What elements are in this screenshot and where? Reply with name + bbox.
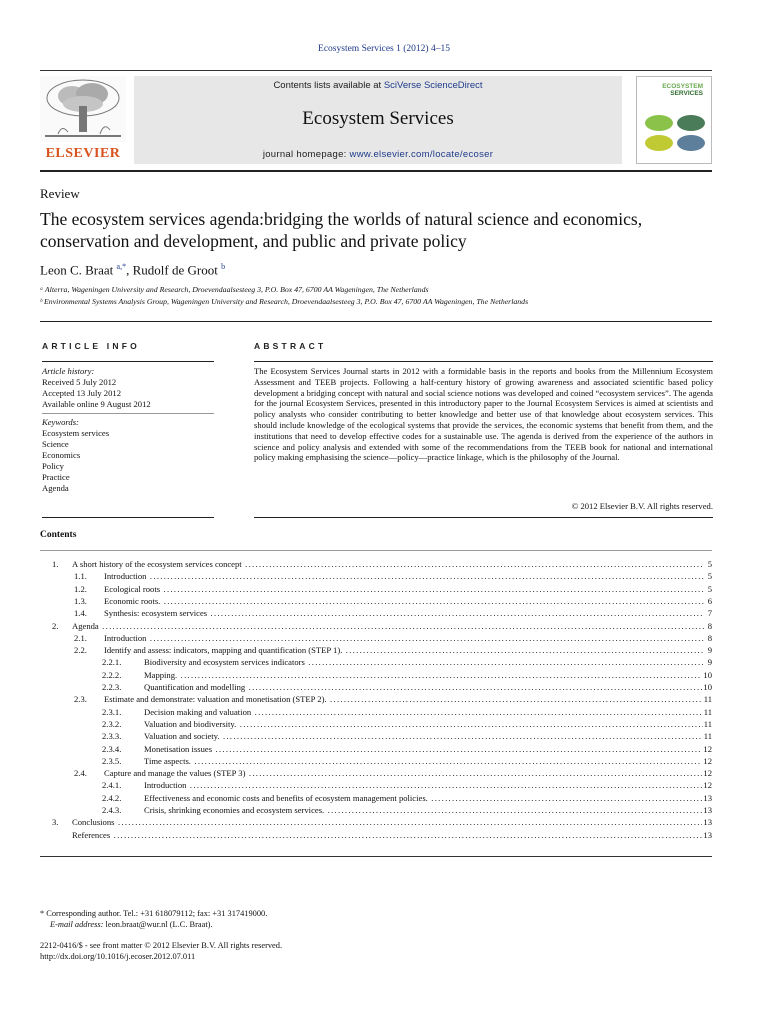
toc-entry-page[interactable]: 13	[703, 792, 712, 803]
toc-entry-page[interactable]: 6	[707, 595, 712, 606]
toc-entry[interactable]	[40, 570, 712, 582]
toc-entry-title[interactable]: Effectiveness and economic costs and benefits of ecosystem management policies. .....	[144, 792, 704, 804]
toc-entry-title[interactable]: Monetisation issues .....	[144, 743, 704, 755]
toc-entry-page[interactable]: 8	[707, 632, 712, 643]
article-info-rule-bottom	[42, 517, 214, 518]
received-date: Received 5 July 2012	[42, 377, 117, 387]
contents-prefix: Contents lists available at	[273, 80, 384, 91]
toc-entry-number: 1.	[52, 559, 59, 569]
keyword-item[interactable]: Practice	[42, 472, 70, 482]
toc-entry-title[interactable]: Mapping. .....	[144, 669, 704, 681]
toc-entry-page[interactable]: 13	[703, 829, 712, 840]
header-bottom-rule	[40, 170, 712, 172]
toc-entry-title[interactable]: References .....	[72, 829, 704, 841]
toc-entry[interactable]	[40, 743, 712, 755]
email-label: E-mail address:	[50, 920, 104, 929]
journal-cover-thumbnail[interactable]	[636, 76, 712, 164]
author-braat-affil-mark[interactable]: a,*	[116, 262, 127, 271]
abstract-rule-top	[254, 361, 713, 362]
contents-heading: Contents	[40, 530, 77, 540]
toc-entry-number: 2.2.1.	[102, 657, 122, 668]
toc-entry-page[interactable]: 5	[707, 583, 712, 594]
toc-entry-title[interactable]: Time aspects. .....	[144, 755, 704, 767]
toc-entry-title[interactable]: Capture and manage the values (STEP 3) .....	[104, 767, 704, 779]
corresponding-author-text: * Corresponding author. Tel.: +31 618079112; fax: +31 317419000.	[40, 909, 268, 918]
toc-entry-page[interactable]: 11	[703, 706, 712, 717]
toc-entry-page[interactable]: 13	[703, 817, 712, 828]
toc-entry-number: 2.2.	[74, 645, 87, 656]
article-info-heading: ARTICLE INFO	[42, 341, 140, 351]
abstract-rule-bottom	[254, 517, 713, 518]
toc-entry-page[interactable]: 7	[707, 608, 712, 619]
contents-rule-top	[40, 550, 712, 551]
toc-entry-page[interactable]: 12	[703, 743, 712, 754]
toc-entry-page[interactable]: 12	[703, 780, 712, 791]
abstract-text: The Ecosystem Services Journal starts in 2012 with a formidable basis in the reports and books from the Millennium Ecosystem Assessment and TEEB projects. Following a half-century history of growing awareness and associated scientific based policy development a bridging concept with natural and social science notions was developed and coined “ecosystem services”. The agenda for the journal Ecosystem Services, presented in this introductory paper to the Journal Ecosystem Services is aimed at scientists and policy analysts who consider contributing to better knowledge and better use of that knowledge about ecosystem services. This should include knowledge of the ecological systems that provide the services, the economic systems that benefit from them, and the institutions that need to develop effective codes for a sustainable use. The agenda is derived from the experience of the authors in science and policy analysis and extended with some of the recommendations from the TEEB book for national and international policy making emphasising the science—policy—practice linkage, which is the philosophy of the Journal.	[254, 366, 713, 463]
online-date: Available online 9 August 2012	[42, 399, 151, 409]
homepage-link[interactable]: www.elsevier.com/locate/ecoser	[349, 149, 494, 160]
toc-entry-title[interactable]: Valuation and society. .....	[144, 730, 704, 742]
cover-title-line2: SERVICES	[670, 90, 703, 97]
keyword-item[interactable]: Policy	[42, 461, 64, 471]
toc-entry[interactable]	[40, 669, 712, 681]
author-de-groot-affil-mark[interactable]: b	[221, 262, 226, 271]
toc-entry-number: 1.4.	[74, 608, 87, 619]
toc-entry-title[interactable]: Agenda .....	[72, 620, 704, 632]
toc-entry-title[interactable]: A short history of the ecosystem services concept .....	[72, 558, 704, 570]
toc-entry[interactable]	[40, 755, 712, 767]
toc-entry-page[interactable]: 10	[703, 669, 712, 680]
toc-entry-number: 2.2.3.	[102, 682, 122, 692]
toc-entry-page[interactable]: 12	[703, 755, 712, 766]
toc-entry-number: 2.2.2.	[102, 669, 122, 680]
toc-entry-title[interactable]: Ecological roots .....	[104, 583, 704, 595]
toc-entry-title[interactable]: Valuation and biodiversity. .....	[144, 718, 704, 730]
toc-entry[interactable]	[40, 656, 712, 668]
article-history	[42, 366, 214, 410]
contents-availability	[134, 80, 622, 91]
toc-entry-number: 2.4.3.	[102, 805, 122, 815]
abstract-copyright: © 2012 Elsevier B.V. All rights reserved.	[571, 501, 713, 511]
issn-line: 2212-0416/$ - see front matter © 2012 Elsevier B.V. All rights reserved.	[40, 941, 283, 950]
toc-entry-number: 2.	[52, 620, 59, 631]
toc-entry-page[interactable]: 5	[707, 571, 712, 582]
toc-entry-page[interactable]: 9	[707, 645, 712, 656]
author-de-groot[interactable]: Rudolf de Groot	[132, 262, 218, 278]
cover-title-line1: ECOSYSTEM	[662, 83, 703, 90]
toc-entry-page[interactable]: 11	[703, 718, 712, 729]
elsevier-tree-icon	[40, 76, 126, 142]
journal-reference[interactable]: Ecosystem Services 1 (2012) 4–15	[318, 44, 450, 54]
toc-entry-title[interactable]: Conclusions .....	[72, 816, 704, 828]
toc-entry-page[interactable]: 10	[703, 682, 712, 692]
toc-entry-page[interactable]: 5	[707, 559, 712, 569]
keyword-item[interactable]: Economics	[42, 450, 81, 460]
toc-entry[interactable]	[40, 607, 712, 619]
toc-entry-number: 2.3.5.	[102, 755, 122, 766]
sciencedirect-link[interactable]: SciVerse ScienceDirect	[383, 80, 483, 91]
author-separator: ,	[126, 262, 133, 278]
front-matter-rule	[40, 321, 712, 322]
contents-rule-bottom	[40, 856, 712, 857]
cover-title	[637, 83, 711, 97]
toc-entry-number: 1.3.	[74, 595, 87, 606]
article-type: Review	[40, 186, 80, 201]
cover-art-icon	[643, 113, 707, 153]
keywords-block	[42, 417, 214, 494]
toc-entry-title[interactable]: Introduction .....	[104, 632, 704, 644]
toc-entry-title[interactable]: Introduction .....	[104, 570, 704, 582]
keyword-item[interactable]: Science	[42, 439, 69, 449]
toc-entry[interactable]	[40, 706, 712, 718]
keywords-label: Keywords:	[42, 417, 79, 427]
toc-entry-page[interactable]: 13	[703, 805, 712, 815]
abstract-heading: ABSTRACT	[254, 341, 327, 351]
toc-entry-page[interactable]: 12	[703, 768, 712, 779]
toc-entry-title[interactable]: Crisis, shrinking economies and ecosystem services. .....	[144, 804, 704, 816]
journal-banner	[134, 76, 622, 164]
toc-entry-title[interactable]: Biodiversity and ecosystem services indicators .....	[144, 656, 704, 668]
toc-entry[interactable]	[40, 779, 712, 791]
toc-entry-title[interactable]: Economic roots. .....	[104, 595, 704, 607]
toc-entry-number: 2.3.3.	[102, 731, 122, 742]
corresponding-author-footnote	[40, 908, 440, 930]
toc-entry[interactable]	[40, 816, 712, 828]
toc-entry-title[interactable]: Introduction .....	[144, 779, 704, 791]
homepage-prefix: journal homepage:	[262, 149, 350, 160]
toc-entry-number: 2.4.	[74, 768, 87, 779]
toc-entry[interactable]	[40, 644, 712, 656]
keyword-item[interactable]: Agenda	[42, 483, 69, 493]
toc-entry-page[interactable]: 8	[707, 620, 712, 631]
toc-entry[interactable]	[40, 730, 712, 742]
toc-entry[interactable]	[40, 792, 712, 804]
toc-entry-number: 1.2.	[74, 583, 87, 594]
toc-entry-title[interactable]: Decision making and valuation .....	[144, 706, 704, 718]
elsevier-logo	[40, 76, 126, 164]
toc-entry-number: 2.4.1.	[102, 780, 122, 791]
affiliation-a: ᵃ Alterra, Wageningen University and Research, Droevendaalsesteeg 3, P.O. Box 47, 6700 AA Wageningen, The Netherlands	[40, 285, 429, 294]
elsevier-wordmark: ELSEVIER	[45, 146, 121, 161]
toc-entry[interactable]	[40, 767, 712, 779]
toc-entry-number: 2.3.	[74, 694, 87, 705]
accepted-date: Accepted 13 July 2012	[42, 388, 121, 398]
doi-link[interactable]: http://dx.doi.org/10.1016/j.ecoser.2012.07.011	[40, 952, 196, 961]
article-title: The ecosystem services agenda:bridging the worlds of natural science and economics, conservation and development, and public and private policy	[40, 209, 643, 251]
toc-entry-title[interactable]: Estimate and demonstrate: valuation and monetisation (STEP 2). .....	[104, 693, 704, 705]
toc-entry-number: 2.4.2.	[102, 792, 122, 803]
toc-entry[interactable]	[40, 681, 712, 693]
journal-title: Ecosystem Services	[302, 108, 454, 129]
toc-entry-page[interactable]: 11	[703, 731, 712, 742]
toc-entry[interactable]	[40, 718, 712, 730]
toc-entry-number: 3.	[52, 817, 59, 828]
toc-entry[interactable]	[40, 829, 712, 841]
toc-entry[interactable]	[40, 583, 712, 595]
author-braat[interactable]: Leon C. Braat	[40, 262, 114, 278]
toc-entry-title[interactable]: Quantification and modelling .....	[144, 681, 704, 693]
toc-entry[interactable]	[40, 804, 712, 816]
toc-entry-title[interactable]: Identify and assess: indicators, mapping and quantification (STEP 1). .....	[104, 644, 704, 656]
email-address[interactable]: leon.braat@wur.nl (L.C. Braat).	[103, 920, 213, 929]
affiliation-b: ᵇ Environmental Systems Analysis Group, Wageningen University and Research, Droevendaalsesteeg 3, P.O. Box 47, 6700 AA Wageningen, The Netherlands	[40, 297, 529, 306]
toc-entry-page[interactable]: 11	[703, 694, 712, 705]
toc-entry-number: 2.3.2.	[102, 718, 122, 729]
issn-block	[40, 940, 440, 962]
header-top-rule	[40, 70, 712, 71]
toc-entry-number: 2.1.	[74, 632, 87, 643]
toc-entry[interactable]	[40, 620, 712, 632]
toc-entry-number: 1.1.	[74, 571, 87, 582]
article-history-label: Article history:	[42, 366, 95, 376]
article-info-rule-top	[42, 361, 214, 362]
keyword-item[interactable]: Ecosystem services	[42, 428, 110, 438]
article-info-rule-mid	[42, 413, 214, 414]
toc-entry[interactable]	[40, 693, 712, 705]
toc-entry-title[interactable]: Synthesis: ecosystem services .....	[104, 607, 704, 619]
toc-entry[interactable]	[40, 595, 712, 607]
toc-entry[interactable]	[40, 632, 712, 644]
journal-homepage	[134, 149, 622, 160]
toc-entry[interactable]	[40, 558, 712, 570]
toc-entry-page[interactable]: 9	[707, 657, 712, 668]
author-list	[40, 262, 225, 278]
toc-entry-number: 2.3.4.	[102, 743, 122, 754]
email-line	[40, 919, 440, 930]
toc-entry-number: 2.3.1.	[102, 706, 122, 717]
